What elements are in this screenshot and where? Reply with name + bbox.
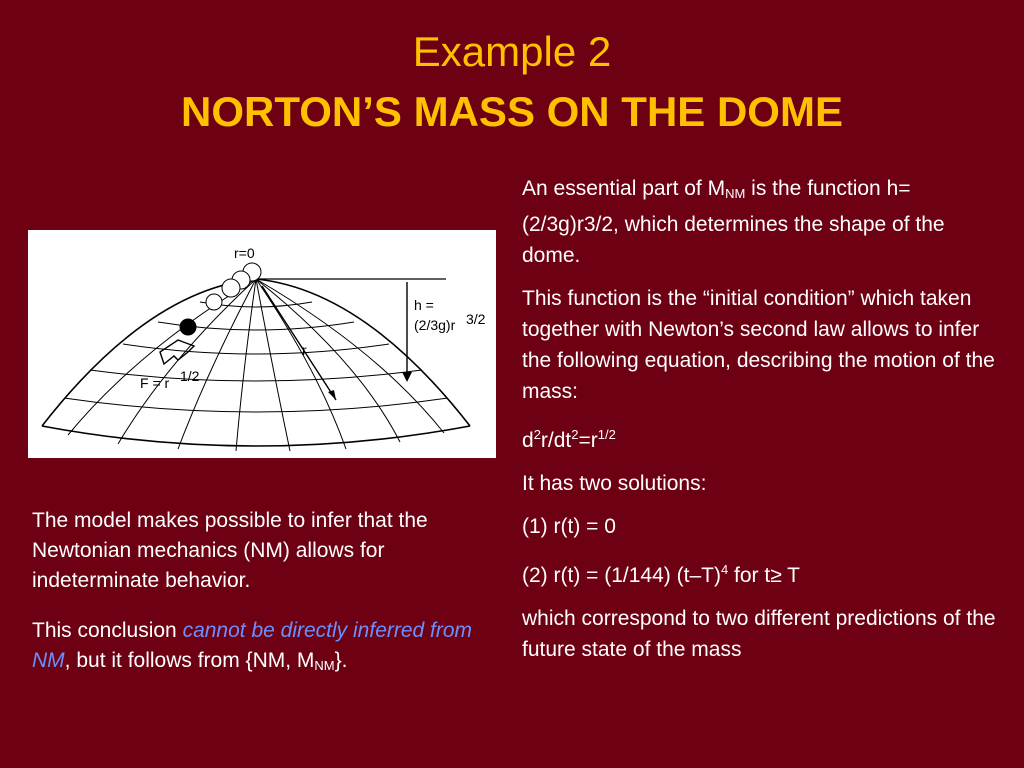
slide-title-line1: Example 2: [412, 28, 612, 75]
right-paragraph-7: which correspond to two different predictions of the future state of the mass: [522, 607, 996, 661]
solution-2: (2) r(t) = (1/144) $(t-T)^4$ for t≥ T: [522, 562, 801, 587]
label-h-formula: (2/3g)r: [414, 317, 456, 333]
dome-figure: [28, 230, 496, 458]
label-h: h =: [414, 297, 434, 313]
label-F-exp: 1/2: [180, 368, 200, 384]
right-paragraph-4: It has two solutions:: [522, 472, 707, 495]
label-r: r: [302, 342, 307, 358]
label-r0: r=0: [234, 245, 255, 261]
solution-1: (1) r(t) = 0: [522, 515, 616, 538]
right-paragraph-1: An essential part of $M_{NM}$ is the function h=(2/3g)r3/2, which determines the shape of the dome.: [522, 177, 945, 267]
left-paragraph-1: The model makes possible to infer that the Newtonian mechanics (NM) allows for indeterminate behavior.: [32, 509, 428, 592]
emphasis-text: cannot be directly inferred from NM: [32, 619, 473, 672]
slide-title-line2: NORTON’S MASS ON THE DOME: [181, 88, 843, 135]
equation: $d^2r/dt^2=r^{1/2}$: [522, 427, 616, 452]
left-text-column: [32, 506, 482, 701]
right-paragraph-2: This function is the “initial condition” which taken together with Newton’s second law allows to infer the following equation, describing the motion of the mass:: [522, 287, 995, 403]
left-paragraph-2: This conclusion cannot be directly inferred from NM, but it follows from {NM, $M_{NM}$}.: [32, 619, 473, 673]
right-text-column: [522, 173, 1002, 677]
label-h-exp: 3/2: [466, 311, 486, 327]
label-F: F = r: [140, 375, 170, 391]
